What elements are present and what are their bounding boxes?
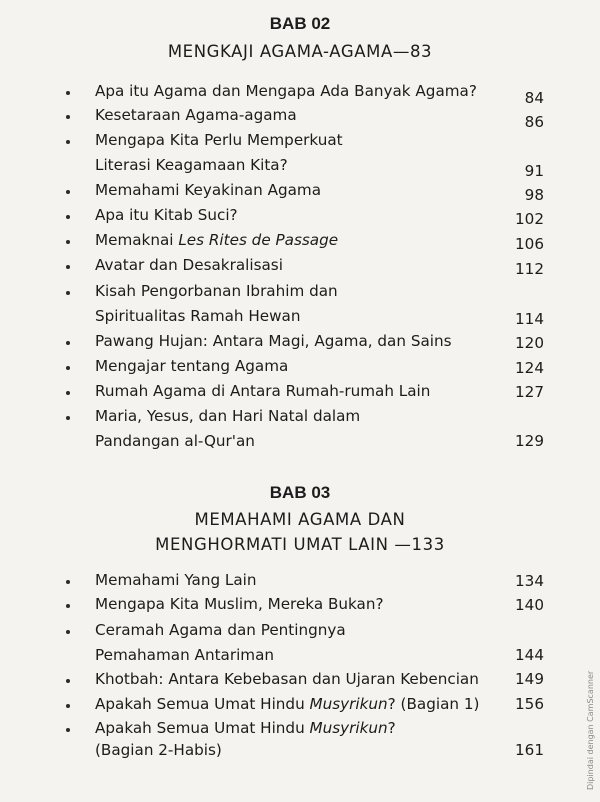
chapter-title-continued: MENGHORMATI UMAT LAIN —133 <box>155 535 445 554</box>
entry-page: 161 <box>515 741 544 759</box>
entry-title: Mengapa Kita Muslim, Mereka Bukan? <box>95 595 384 613</box>
entry-title: Kisah Pengorbanan Ibrahim dan <box>95 282 338 300</box>
entry-page: 98 <box>524 186 544 204</box>
entry-title-continued: Pemahaman Antariman <box>95 646 275 664</box>
entry-title-continued: Literasi Keagamaan Kita? <box>95 156 288 174</box>
toc-entry[interactable] <box>0 82 600 108</box>
toc-entry[interactable] <box>0 282 600 328</box>
entry-page: 91 <box>524 162 544 180</box>
bullet-icon <box>66 115 70 119</box>
bullet-icon <box>66 366 70 370</box>
entry-page: 114 <box>515 310 544 328</box>
entry-page: 156 <box>515 695 544 713</box>
entry-title-continued: (Bagian 2-Habis) <box>95 741 222 759</box>
bullet-icon <box>66 679 70 683</box>
entry-page: 124 <box>515 359 544 377</box>
bullet-icon <box>66 215 70 219</box>
entry-title-text: Apakah Semua Umat Hindu <box>95 719 310 737</box>
toc-entry[interactable] <box>0 382 600 408</box>
bullet-icon <box>66 728 70 732</box>
entry-title: Apa itu Kitab Suci? <box>95 206 238 224</box>
entry-page: 86 <box>524 113 544 131</box>
entry-title <box>95 231 338 249</box>
entry-title <box>95 719 396 737</box>
toc-entry[interactable] <box>0 131 600 180</box>
toc-entry[interactable] <box>0 231 600 257</box>
entry-page: 112 <box>515 260 544 278</box>
entry-page: 84 <box>524 89 544 107</box>
bullet-icon <box>66 291 70 295</box>
entry-title: Mengapa Kita Perlu Memperkuat <box>95 131 343 149</box>
entry-title: Maria, Yesus, dan Hari Natal dalam <box>95 407 361 425</box>
entry-page: 102 <box>515 210 544 228</box>
entry-title: Kesetaraan Agama-agama <box>95 106 297 124</box>
entry-page: 149 <box>515 670 544 688</box>
entry-page: 129 <box>515 432 544 450</box>
entry-page: 127 <box>515 383 544 401</box>
chapter-title: MEMAHAMI AGAMA DAN <box>194 510 406 529</box>
entry-title: Memahami Keyakinan Agama <box>95 181 322 199</box>
entry-title-text: Memaknai <box>95 231 179 249</box>
entry-title-continued: Spiritualitas Ramah Hewan <box>95 307 301 325</box>
toc-entry[interactable] <box>0 695 600 721</box>
entry-title: Memahami Yang Lain <box>95 571 257 589</box>
bullet-icon <box>66 240 70 244</box>
bullet-icon <box>66 580 70 584</box>
entry-title-text: Apakah Semua Umat Hindu <box>95 695 310 713</box>
entry-title: Mengajar tentang Agama <box>95 357 289 375</box>
entry-title: Khotbah: Antara Kebebasan dan Ujaran Kebencian <box>95 670 479 688</box>
toc-entry[interactable] <box>0 571 600 597</box>
toc-entry[interactable] <box>0 106 600 132</box>
toc-entry[interactable] <box>0 357 600 383</box>
entry-title: Pawang Hujan: Antara Magi, Agama, dan Sains <box>95 332 452 350</box>
bullet-icon <box>66 190 70 194</box>
entry-title-italic: Musyrikun <box>309 695 388 713</box>
toc-entry[interactable] <box>0 206 600 232</box>
bullet-icon <box>66 630 70 634</box>
toc-entry[interactable] <box>0 407 600 450</box>
entry-title-text: ? (Bagian 1) <box>387 695 480 713</box>
bullet-icon <box>66 265 70 269</box>
entry-title: Avatar dan Desakralisasi <box>95 256 283 274</box>
toc-entry[interactable] <box>0 256 600 282</box>
bullet-icon <box>66 341 70 345</box>
entry-page: 144 <box>515 646 544 664</box>
entry-title-text: ? <box>387 719 396 737</box>
toc-entry[interactable] <box>0 332 600 358</box>
bullet-icon <box>66 704 70 708</box>
entry-title <box>95 695 479 713</box>
scanner-watermark: Dipindai dengan CamScanner <box>586 670 595 790</box>
bullet-icon <box>66 140 70 144</box>
toc-entry[interactable] <box>0 670 600 696</box>
toc-entry[interactable] <box>0 719 600 759</box>
bullet-icon <box>66 416 70 420</box>
toc-entry[interactable] <box>0 595 600 621</box>
chapter-title: MENGKAJI AGAMA-AGAMA—83 <box>167 42 433 61</box>
entry-title-continued: Pandangan al-Qur'an <box>95 432 255 450</box>
bullet-icon <box>66 91 70 95</box>
entry-page: 140 <box>515 596 544 614</box>
entry-title-italic: Musyrikun <box>309 719 388 737</box>
entry-title: Apa itu Agama dan Mengapa Ada Banyak Agama? <box>95 82 477 100</box>
bullet-icon <box>66 604 70 608</box>
bullet-icon <box>66 391 70 395</box>
toc-entry[interactable] <box>0 181 600 207</box>
entry-title: Rumah Agama di Antara Rumah-rumah Lain <box>95 382 431 400</box>
toc-entry[interactable] <box>0 621 600 664</box>
chapter-label: BAB 02 <box>269 14 331 33</box>
entry-page: 106 <box>515 235 544 253</box>
entry-page: 134 <box>515 572 544 590</box>
entry-title: Ceramah Agama dan Pentingnya <box>95 621 346 639</box>
entry-title-italic: Les Rites de Passage <box>178 231 339 249</box>
entry-page: 120 <box>515 334 544 352</box>
chapter-label: BAB 03 <box>269 483 331 502</box>
